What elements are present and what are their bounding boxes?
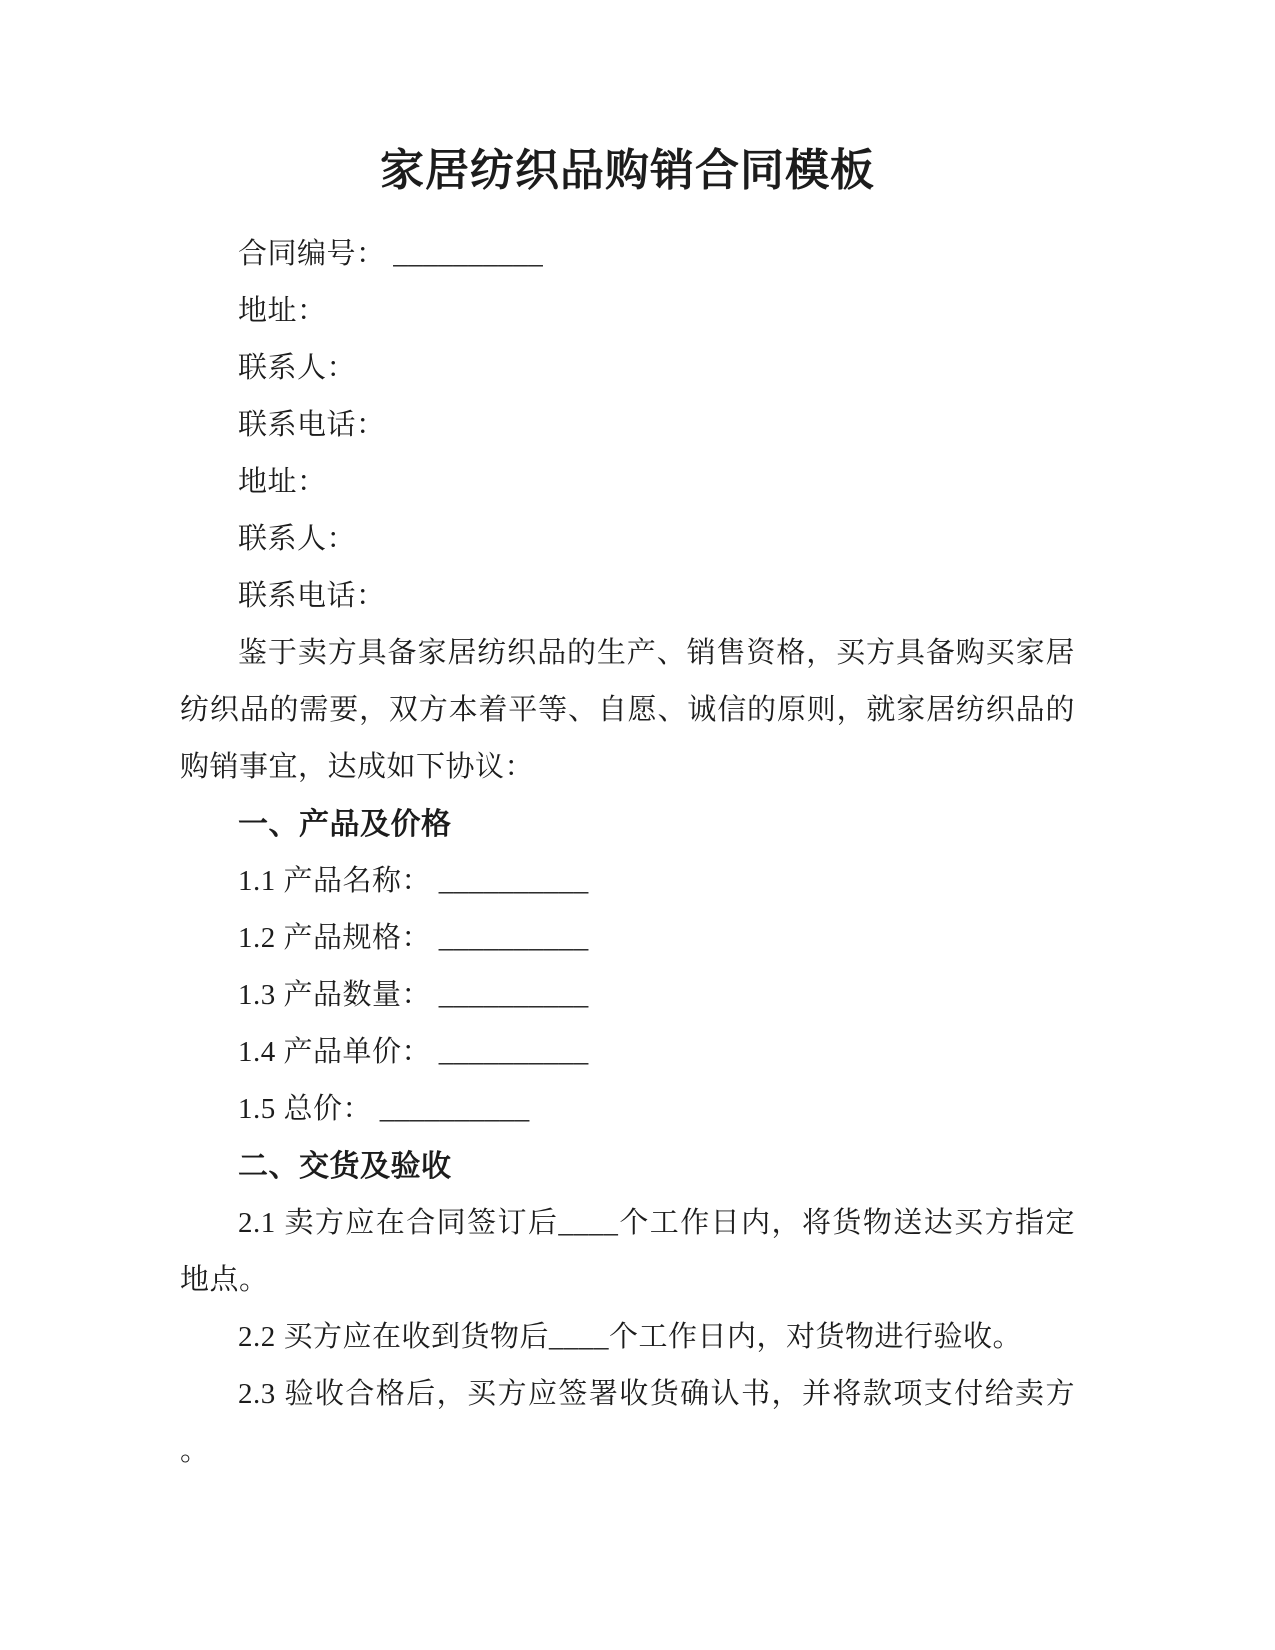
document-body: [180, 226, 1075, 1480]
preamble-line-2: 纺织品的需要，双方本着平等、自愿、诚信的原则，就家居纺织品的: [180, 694, 1075, 726]
seller-contact-person-line: 联系人：: [238, 352, 357, 384]
section-1-heading: 一、产品及价格: [238, 808, 452, 841]
item-product-spec-line: 1.2 产品规格： __________: [238, 922, 589, 954]
clause-2-3-line-1: 2.3 验收合格后，买方应签署收货确认书，并将款项支付给卖方: [238, 1378, 1075, 1410]
clause-2-2-line: 2.2 买方应在收到货物后____个工作日内，对货物进行验收。: [238, 1321, 1023, 1353]
buyer-contact-person-line: 联系人：: [238, 523, 357, 555]
clause-2-1-line-1: 2.1 卖方应在合同签订后____个工作日内，将货物送达买方指定: [238, 1207, 1075, 1239]
section-2-heading: 二、交货及验收: [238, 1150, 452, 1183]
buyer-contact-phone-line: 联系电话：: [238, 580, 386, 612]
item-product-unit-price-line: 1.4 产品单价： __________: [238, 1036, 589, 1068]
item-product-quantity-line: 1.3 产品数量： __________: [238, 979, 589, 1011]
item-product-name-line: 1.1 产品名称： __________: [238, 865, 589, 897]
preamble-line-1: 鉴于卖方具备家居纺织品的生产、销售资格，买方具备购买家居: [238, 637, 1075, 669]
contract-number-line: 合同编号： __________: [238, 238, 544, 270]
seller-contact-phone-line: 联系电话：: [238, 409, 386, 441]
preamble-line-3: 购销事宜，达成如下协议：: [180, 751, 535, 783]
item-total-price-line: 1.5 总价： __________: [238, 1093, 530, 1125]
clause-2-3-line-2: 。: [180, 1435, 210, 1467]
seller-address-line: 地址：: [238, 295, 327, 327]
clause-2-1-line-2: 地点。: [180, 1264, 269, 1296]
buyer-address-line: 地址：: [238, 466, 327, 498]
document-title: 家居纺织品购销合同模板: [380, 146, 875, 195]
